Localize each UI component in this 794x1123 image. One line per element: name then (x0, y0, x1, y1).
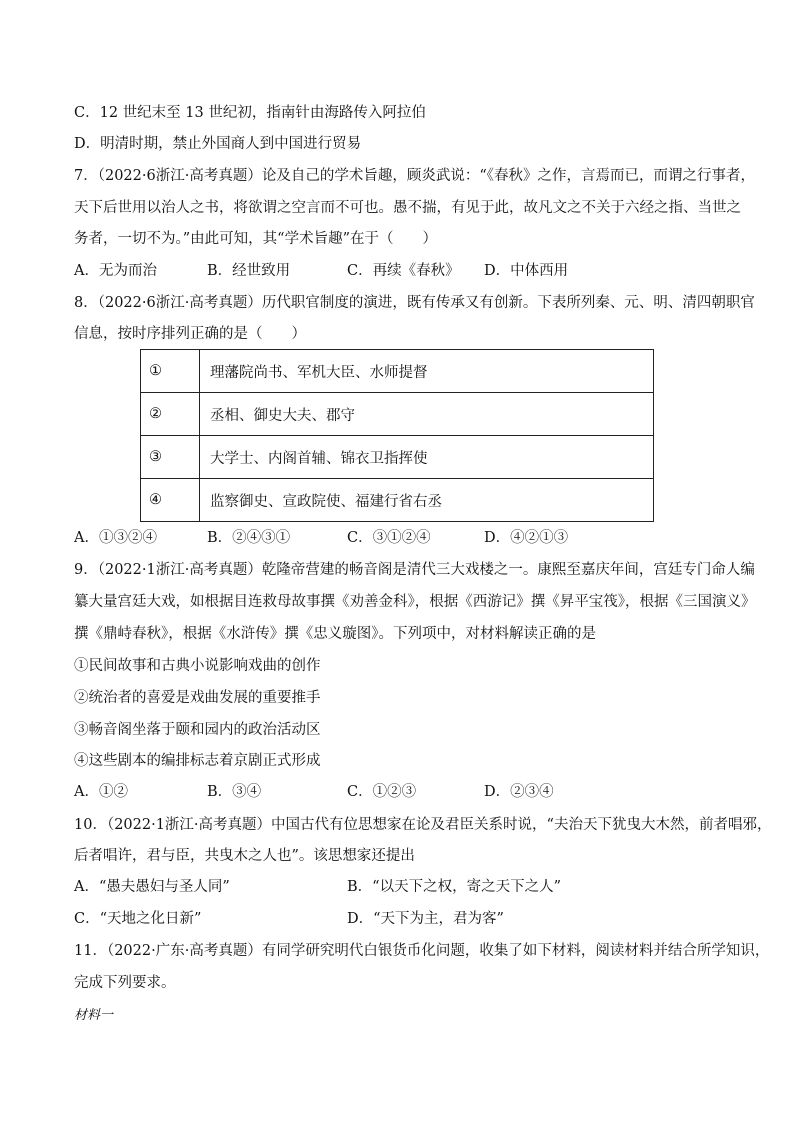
question-7-stem: 务者，一切不为。”由此可知，其“学术旨趣”在于（ ） (74, 231, 437, 247)
row-officials: 监察御史、宣政院使、福建行省右丞 (200, 479, 654, 522)
question-9-stem: 9．（2022·1浙江·高考真题）乾隆帝营建的畅音阁是清代三大戏楼之一。康熙至嘉庆年间，宫廷专门命人编 (74, 562, 755, 578)
q9-statement: ②统治者的喜爱是戏曲发展的重要推手 (74, 690, 321, 706)
row-officials: 理藩院尚书、军机大臣、水师提督 (200, 350, 654, 393)
question-8-stem: 8．（2022·6浙江·高考真题）历代职官制度的演进，既有传承又有创新。下表所列秦、元、明、清四朝职官 (74, 295, 755, 311)
row-number: ③ (141, 436, 200, 479)
material-label: 材料一 (74, 1008, 114, 1023)
q9-option-c: C．①②③ (347, 784, 417, 800)
q10-option-c: C．“天地之化日新” (74, 911, 202, 927)
question-7-stem: 天下后世用以治人之书，将欲谓之空言而不可也。愚不揣，有见于此，故凡文之不关于六经之指、当世之 (74, 200, 741, 216)
question-10-stem: 后者唱许，君与臣，共曳木之人也”。该思想家还提出 (74, 848, 415, 864)
q10-option-b: B．“以天下之权，寄之天下之人” (347, 879, 561, 895)
q7-option-a: A．无为而治 (74, 263, 157, 279)
q7-option-b: B．经世致用 (207, 263, 291, 279)
question-11-stem: 11．（2022·广东·高考真题）有同学研究明代白银货币化问题，收集了如下材料，阅读材料并结合所学知识， (74, 943, 770, 959)
question-8-stem: 信息，按时序排列正确的是（ ） (74, 326, 306, 342)
table-row (141, 393, 654, 436)
question-11-stem: 完成下列要求。 (74, 975, 176, 991)
q7-option-c: C．再续《春秋》 (347, 263, 460, 279)
row-number: ④ (141, 479, 200, 522)
q8-option-a: A．①③②④ (74, 530, 157, 546)
q9-statement: ①民间故事和古典小说影响戏曲的创作 (74, 658, 321, 674)
q8-option-b: B．②④③① (207, 530, 291, 546)
question-7-stem: 7．（2022·6浙江·高考真题）论及自己的学术旨趣，顾炎武说：“《春秋》之作，言焉而已，而谓之行事者， (74, 168, 755, 184)
q8-option-d: D．④②①③ (484, 530, 569, 546)
q10-option-a: A．“愚夫愚妇与圣人同” (74, 879, 230, 895)
official-ranks-table (140, 349, 654, 522)
row-officials: 丞相、御史大夫、郡守 (200, 393, 654, 436)
table-row (141, 436, 654, 479)
q9-option-d: D．②③④ (484, 784, 554, 800)
question-9-stem: 撰《鼎峙春秋》，根据《水浒传》撰《忠义璇图》。下列项中，对材料解读正确的是 (74, 626, 596, 642)
row-number: ② (141, 393, 200, 436)
table-row (141, 350, 654, 393)
option-line: C．12 世纪末至 13 世纪初，指南针由海路传入阿拉伯 (74, 105, 426, 121)
row-number: ① (141, 350, 200, 393)
question-9-stem: 纂大量宫廷大戏，如根据目连救母故事撰《劝善金科》，根据《西游记》撰《昇平宝筏》，根据《三国演义》 (74, 594, 756, 610)
q10-option-d: D．“天下为主，君为客” (347, 911, 504, 927)
question-10-stem: 10．（2022·1浙江·高考真题）中国古代有位思想家在论及君臣关系时说，“夫治天下犹曳大木然，前者唱邪， (74, 817, 772, 833)
table-row (141, 479, 654, 522)
q8-option-c: C．③①②④ (347, 530, 431, 546)
row-officials: 大学士、内阁首辅、锦衣卫指挥使 (200, 436, 654, 479)
q9-statement: ④这些剧本的编排标志着京剧正式形成 (74, 753, 321, 769)
q9-option-a: A．①② (74, 784, 128, 800)
q9-option-b: B．③④ (207, 784, 262, 800)
q9-statement: ③畅音阁坐落于颐和园内的政治活动区 (74, 722, 321, 738)
q7-option-d: D．中体西用 (484, 263, 569, 279)
option-line: D．明清时期，禁止外国商人到中国进行贸易 (74, 136, 362, 152)
